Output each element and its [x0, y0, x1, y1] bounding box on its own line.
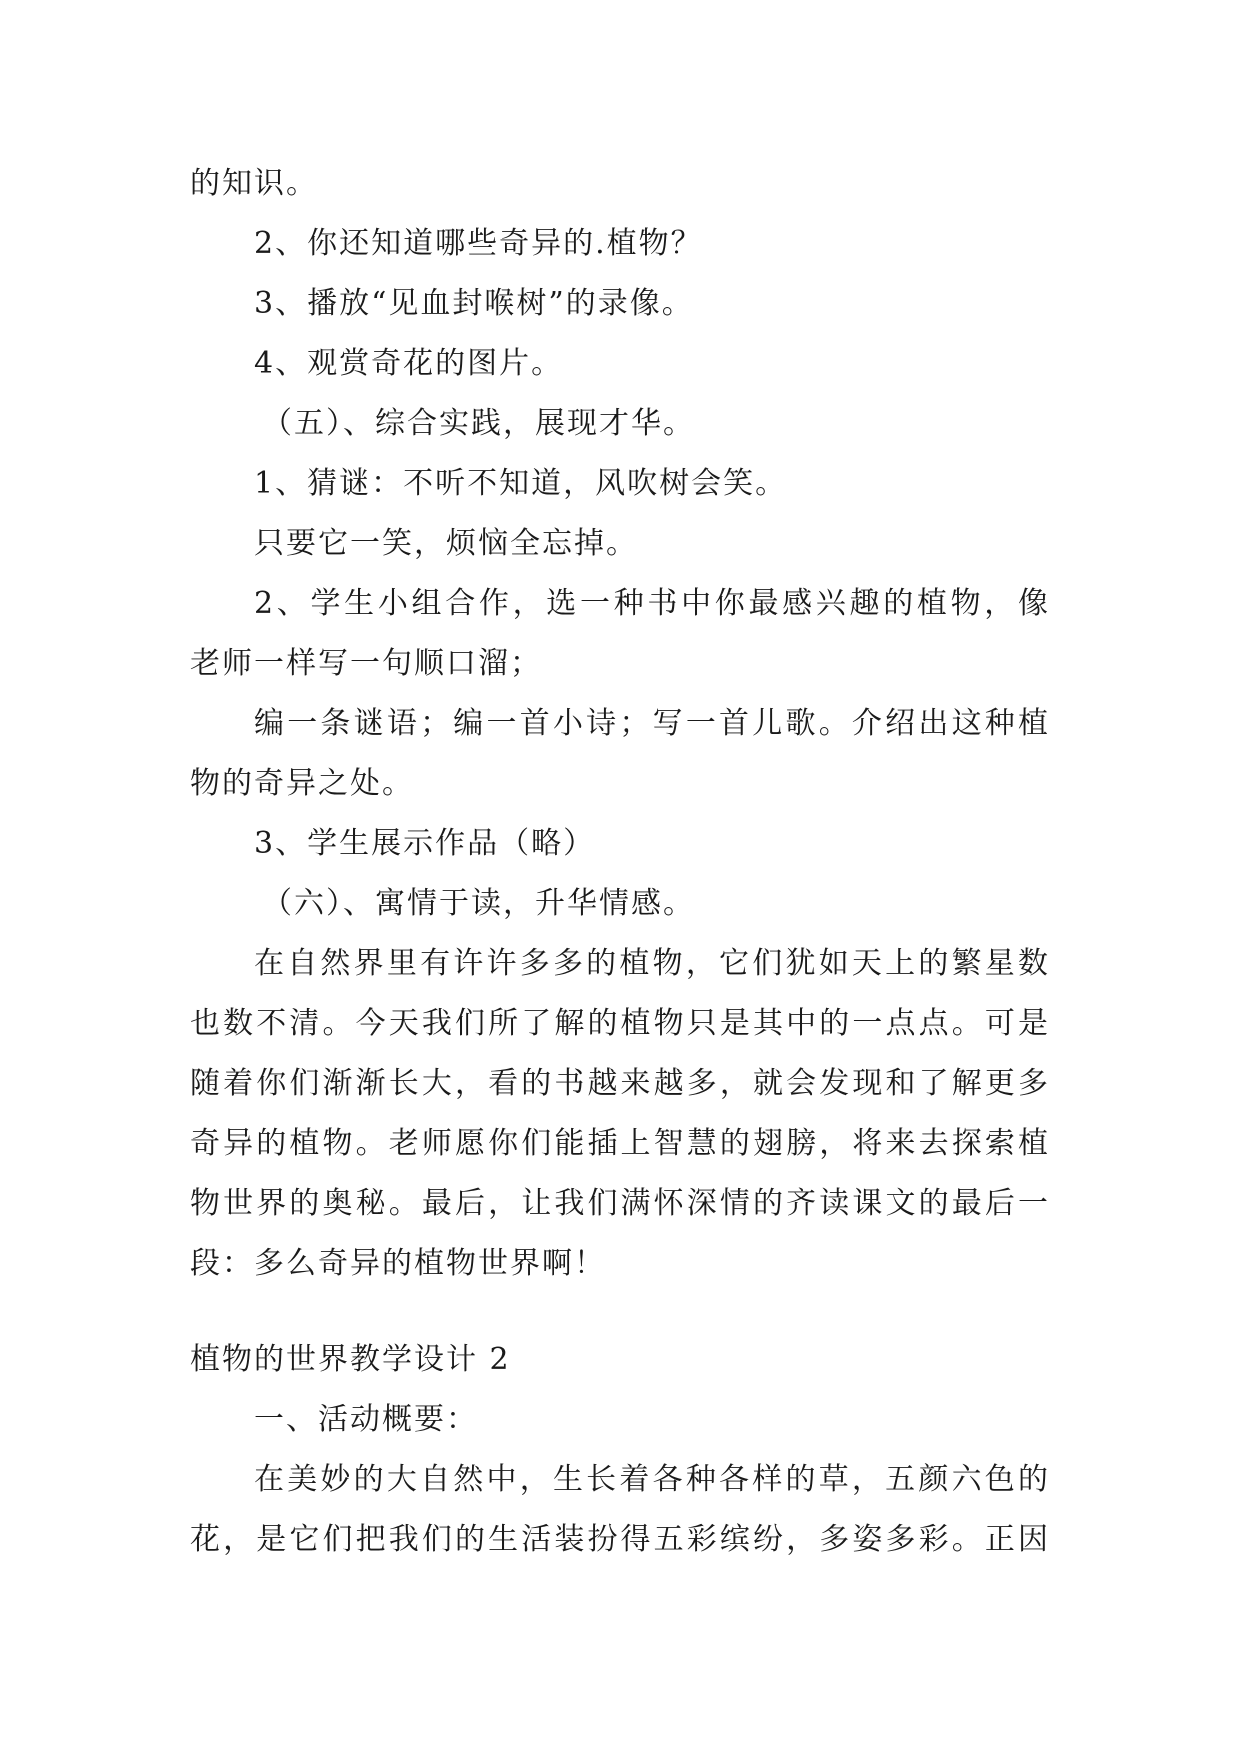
text-line: 2、你还知道哪些奇异的.植物？ — [254, 226, 703, 261]
text-line: 花，是它们把我们的生活装扮得五彩缤纷，多姿多彩。正因 — [190, 1522, 1050, 1557]
text-line: 2、学生小组合作，选一种书中你最感兴趣的植物，像 — [254, 586, 1050, 621]
section-heading: （六）、寓情于读，升华情感。 — [262, 886, 695, 921]
text-line: 物的奇异之处。 — [190, 766, 414, 801]
text-line: 随着你们渐渐长大，看的书越来越多，就会发现和了解更多 — [190, 1066, 1050, 1101]
text-line: 在自然界里有许许多多的植物，它们犹如天上的繁星数 — [254, 946, 1050, 981]
text-line: 奇异的植物。老师愿你们能插上智慧的翅膀，将来去探索植 — [190, 1126, 1050, 1161]
text-line: 也数不清。今天我们所了解的植物只是其中的一点点。可是 — [190, 1006, 1050, 1041]
text-line: 4、观赏奇花的图片。 — [254, 346, 564, 381]
text-line: 物世界的奥秘。最后，让我们满怀深情的齐读课文的最后一 — [190, 1186, 1050, 1221]
text-line: 的知识。 — [190, 166, 318, 201]
text-line: 3、播放“见血封喉树”的录像。 — [254, 286, 694, 321]
text-line: 编一条谜语；编一首小诗；写一首儿歌。介绍出这种植 — [254, 706, 1050, 741]
text-line: 1、猜谜：不听不知道，风吹树会笑。 — [254, 466, 788, 501]
section-heading: 一、活动概要： — [254, 1402, 478, 1437]
text-line: 只要它一笑，烦恼全忘掉。 — [254, 526, 638, 561]
text-line: 在美妙的大自然中，生长着各种各样的草，五颜六色的 — [254, 1462, 1050, 1497]
text-line: 3、学生展示作品（略） — [254, 826, 596, 861]
document-title: 植物的世界教学设计 2 — [190, 1342, 511, 1377]
text-line: 段：多么奇异的植物世界啊！ — [190, 1246, 606, 1281]
text-line: 老师一样写一句顺口溜； — [190, 646, 542, 681]
section-heading: （五）、综合实践，展现才华。 — [262, 406, 695, 441]
